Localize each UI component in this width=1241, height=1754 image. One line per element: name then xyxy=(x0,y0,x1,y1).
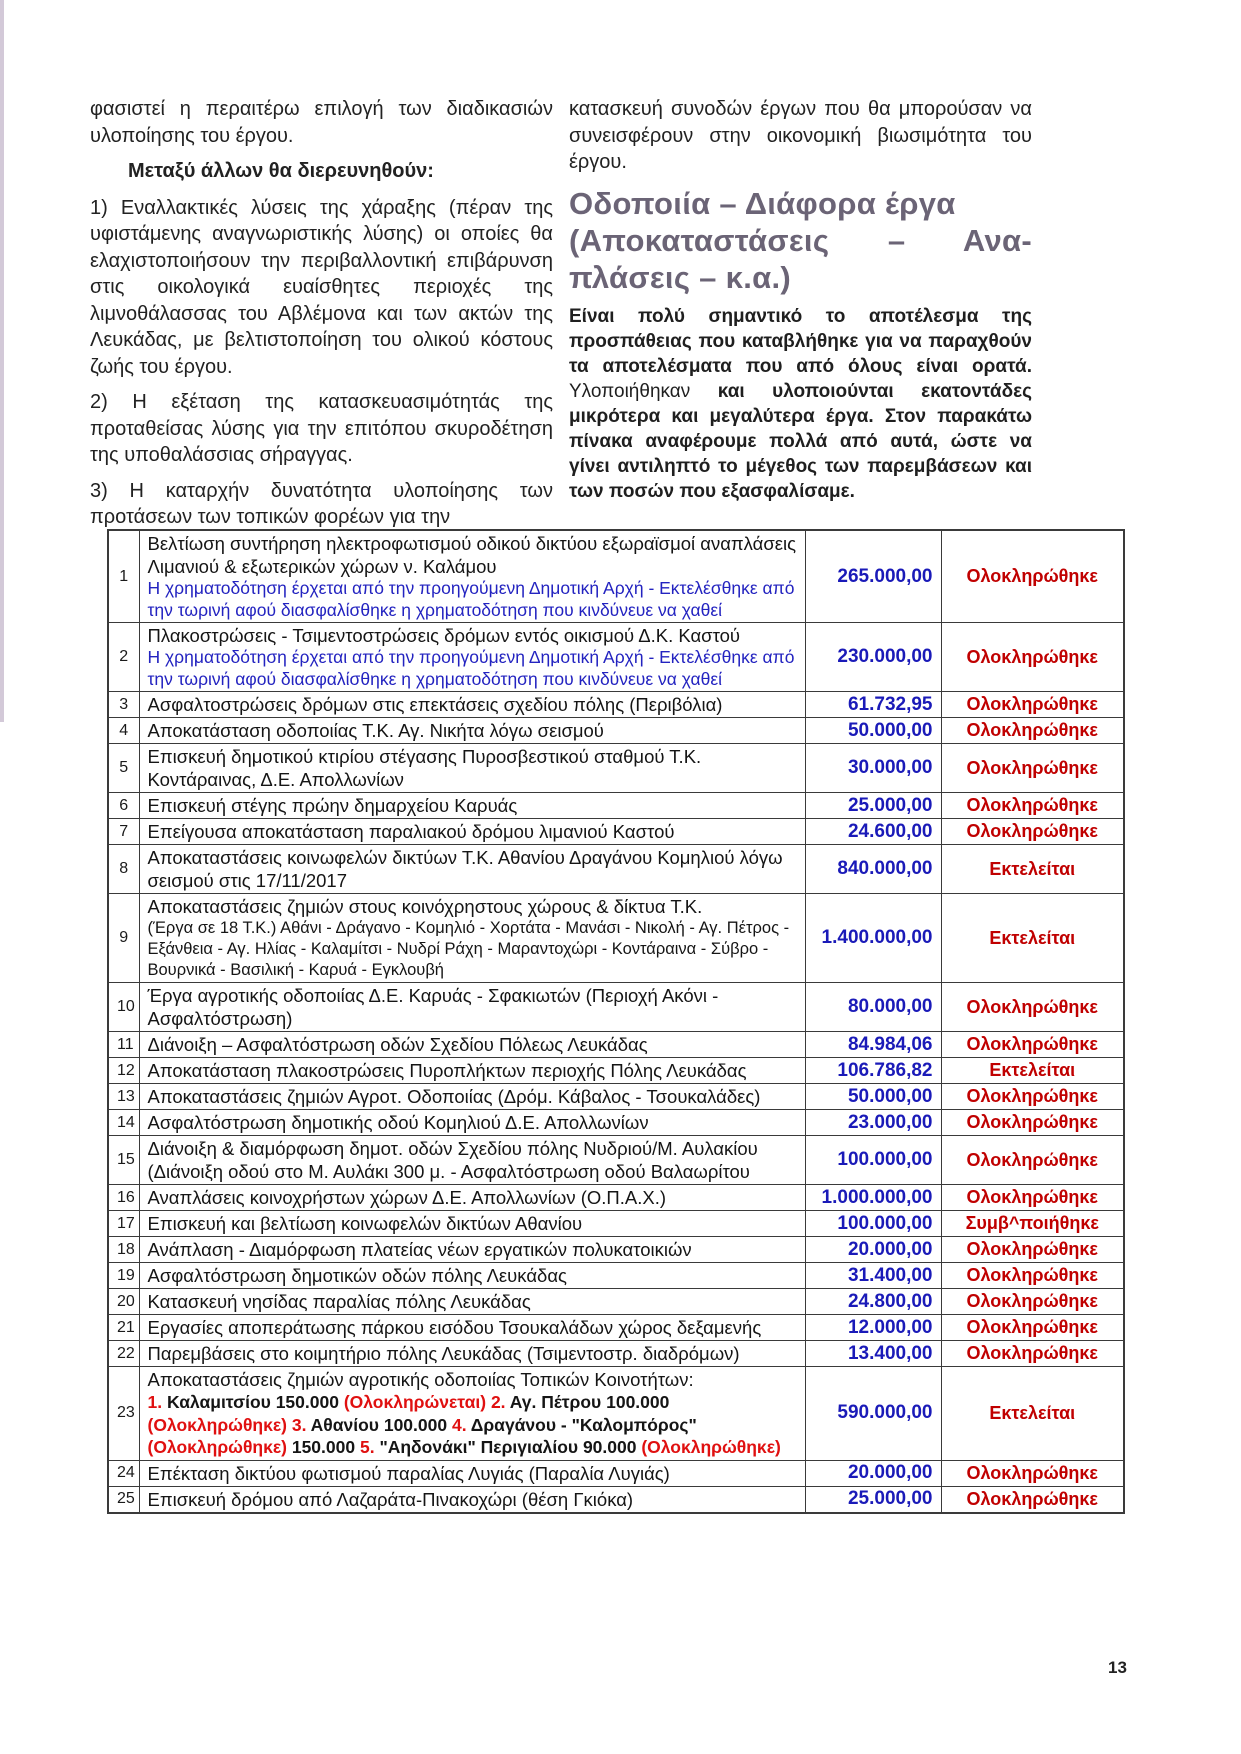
amount-cell: 230.000,00 xyxy=(805,623,941,692)
status-cell: Εκτελείται xyxy=(941,894,1124,983)
status-cell: Εκτελείται xyxy=(941,845,1124,894)
table-row xyxy=(108,894,1124,983)
description-line: Επείγουσα αποκατάσταση παραλιακού δρόμου λιμανιού Καστού xyxy=(147,821,675,842)
status-cell: Ολοκληρώθηκε xyxy=(941,1460,1124,1486)
project-description-cell xyxy=(139,1367,805,1461)
row-number-cell: 16 xyxy=(108,1185,139,1211)
description-line: Αναπλάσεις κοινοχρήστων χώρων Δ.Ε. Απολλωνίων (Ο.Π.Α.Χ.) xyxy=(147,1187,667,1208)
amount-cell: 1.400.000,00 xyxy=(805,894,941,983)
lead-paragraph xyxy=(569,304,1032,504)
amount-cell: 84.984,06 xyxy=(805,1032,941,1058)
table-row xyxy=(108,1110,1124,1136)
description-line: Αποκαταστάσεις ζημιών Αγροτ. Οδοποιίας (Δρόμ. Κάβαλος - Τσουκαλάδες) xyxy=(147,1086,761,1107)
row-number-cell: 22 xyxy=(108,1341,139,1367)
status-cell: Ολοκληρώθηκε xyxy=(941,983,1124,1032)
description-line-mixed xyxy=(148,1391,797,1459)
status-cell: Ολοκληρώθηκε xyxy=(941,1486,1124,1513)
table-row xyxy=(108,983,1124,1032)
row-number-cell: 8 xyxy=(108,845,139,894)
status-cell: Ολοκληρώθηκε xyxy=(941,530,1124,623)
description-segment: 2. xyxy=(490,1392,510,1412)
scan-edge-artifact xyxy=(0,0,4,722)
project-description-cell xyxy=(139,1032,805,1058)
project-description-cell xyxy=(139,744,805,793)
description-line: Αποκαταστάσεις ζημιών στους κοινόχρηστους χώρους & δίκτυα Τ.Κ. xyxy=(147,896,703,917)
description-segment: Αγ. Πέτρου 100.000 xyxy=(509,1392,670,1412)
description-line: Επισκευή δημοτικού κτιρίου στέγασης Πυροσβεστικού σταθμού Τ.Κ. Κοντάραινας, Δ.Ε. Απολλωνίων xyxy=(147,746,702,790)
description-line: Έργα αγροτικής οδοποιίας Δ.Ε. Καρυάς - Σφακιωτών (Περιοχή Ακόνι - Ασφαλτόστρωση) xyxy=(147,985,719,1029)
project-description-cell xyxy=(139,718,805,744)
status-cell: Ολοκληρώθηκε xyxy=(941,819,1124,845)
lead-segment: Υλοποιήθηκαν xyxy=(569,380,718,402)
lead-segment: και υλοποιούνται εκατοντάδες μικρότερα και μεγαλύτερα έργα. Στον παρακάτω πίνακα αναφέρουμε πολλά από αυτά, ώστε να γίνει αντιληπτό το μέγεθος των παρεμβάσεων και των ποσών που εξασφαλίσαμε. xyxy=(569,380,1032,502)
description-line: Κατασκευή νησίδας παραλίας πόλης Λευκάδας xyxy=(147,1291,531,1312)
description-segment: 150.000 xyxy=(291,1437,360,1457)
description-segment: 1. xyxy=(147,1392,167,1412)
section-heading xyxy=(569,185,1032,296)
description-segment: Δραγάνου - "Καλομπόρος" xyxy=(470,1414,697,1435)
table-row xyxy=(108,1315,1124,1341)
description-line: Επέκταση δικτύου φωτισμού παραλίας Λυγιάς (Παραλία Λυγιάς) xyxy=(147,1462,670,1484)
amount-cell: 20.000,00 xyxy=(805,1460,941,1486)
amount-cell: 50.000,00 xyxy=(805,718,941,744)
table-row xyxy=(108,1289,1124,1315)
row-number-cell: 6 xyxy=(108,793,139,819)
project-description-cell xyxy=(139,1486,805,1513)
amount-cell: 100.000,00 xyxy=(805,1136,941,1185)
description-segment: "Αηδονάκι" Περιγιαλίου 90.000 xyxy=(379,1437,642,1457)
status-cell: Ολοκληρώθηκε xyxy=(941,1289,1124,1315)
project-description-cell xyxy=(139,530,805,623)
table-row xyxy=(108,1486,1124,1513)
projects-table-wrap xyxy=(107,529,1123,1514)
amount-cell: 20.000,00 xyxy=(805,1237,941,1263)
project-description-cell xyxy=(139,819,805,845)
project-description-cell xyxy=(139,793,805,819)
description-line: Επισκευή στέγης πρώην δημαρχείου Καρυάς xyxy=(147,795,518,816)
description-line: Πλακοστρώσεις - Τσιμεντοστρώσεις δρόμων εντός οικισμού Δ.Κ. Καστού xyxy=(147,625,741,646)
page-number: 13 xyxy=(1108,1658,1127,1677)
amount-cell: 13.400,00 xyxy=(805,1341,941,1367)
status-cell: Ολοκληρώθηκε xyxy=(941,1237,1124,1263)
amount-cell: 80.000,00 xyxy=(805,983,941,1032)
row-number-cell: 11 xyxy=(108,1032,139,1058)
status-cell: Ολοκληρώθηκε xyxy=(941,744,1124,793)
amount-cell: 31.400,00 xyxy=(805,1263,941,1289)
row-number-cell: 23 xyxy=(108,1367,139,1461)
project-description-cell xyxy=(139,1211,805,1237)
table-row xyxy=(108,1058,1124,1084)
row-number-cell: 12 xyxy=(108,1058,139,1084)
description-segment: Καλαμιτσίου 150.000 xyxy=(166,1392,344,1412)
section-heading-line: (Αποκαταστάσεις – Ανα- xyxy=(569,222,1032,258)
description-line: Ασφαλτοστρώσεις δρόμων στις επεκτάσεις σχεδίου πόλης (Περιβόλια) xyxy=(147,694,723,715)
section-heading-line: Οδοποιία – Διάφορα έργα xyxy=(569,185,956,221)
description-segment: 5. xyxy=(359,1437,380,1457)
description-line: (Έργα σε 18 Τ.Κ.) Αθάνι - Δράγανο - Κομηλιό - Χορτάτα - Μανάσι - Νικολή - Αγ. Πέτρος - Εξάνθεια - Αγ. Ηλίας - Καλαμίτσι - Νυδρί Ράχη - Μαραντοχώρι - Κοντάραινα - Σύβρο - Βουρνικά - Βασιλική - Καρυά - Εγκλουβή xyxy=(147,919,790,979)
amount-cell: 50.000,00 xyxy=(805,1084,941,1110)
amount-cell: 265.000,00 xyxy=(805,530,941,623)
project-description-cell xyxy=(139,1341,805,1367)
status-cell: Ολοκληρώθηκε xyxy=(941,1315,1124,1341)
left-text-column xyxy=(90,96,553,540)
table-row xyxy=(108,718,1124,744)
amount-cell: 1.000.000,00 xyxy=(805,1185,941,1211)
table-row xyxy=(108,1367,1124,1461)
row-number-cell: 20 xyxy=(108,1289,139,1315)
description-segment: 4. xyxy=(451,1414,471,1435)
project-description-cell xyxy=(139,1058,805,1084)
body-paragraph: 2) Η εξέταση της κατασκευασιμότητάς της προταθείσας λύσης για την επιτόπου σκυροδέτηση της υποθαλάσσιας σήραγγας. xyxy=(90,391,553,466)
table-row xyxy=(108,530,1124,623)
amount-cell: 25.000,00 xyxy=(805,1486,941,1513)
amount-cell: 25.000,00 xyxy=(805,793,941,819)
project-description-cell xyxy=(139,845,805,894)
body-paragraph: κατασκευή συνοδών έργων που θα μπορούσαν να συνεισφέρουν στην οικονομική βιωσιμότητα του έργου. xyxy=(569,98,1032,173)
status-cell: Συμβ^ποιήθηκε xyxy=(941,1211,1124,1237)
two-column-text xyxy=(90,96,1032,540)
project-description-cell xyxy=(139,1110,805,1136)
description-line: Παρεμβάσεις στο κοιμητήριο πόλης Λευκάδας (Τσιμεντοστρ. διαδρόμων) xyxy=(147,1343,740,1364)
table-row xyxy=(108,692,1124,718)
description-line: Διάνοιξη & διαμόρφωση δημοτ. οδών Σχεδίου πόλης Νυδριού/Μ. Αυλακίου (Διάνοιξη οδού στο Μ. Αυλάκι 300 μ. - Ασφαλτόστρωση οδού Βαλαωρίτου xyxy=(147,1138,758,1182)
description-line: Επισκευή και βελτίωση κοινωφελών δικτύων Αθανίου xyxy=(147,1213,583,1234)
amount-cell: 590.000,00 xyxy=(805,1367,941,1461)
description-line: Ασφαλτόστρωση δημοτικών οδών πόλης Λευκάδας xyxy=(147,1265,567,1286)
funding-note-line: Η χρηματοδότηση έρχεται από την προηγούμενη Δημοτική Αρχή - Εκτελέσθηκε από την τωρινή αφού διασφαλίσθηκε η χρηματοδότηση που κινδύνευε να χαθεί xyxy=(147,578,795,620)
description-line: Διάνοιξη – Ασφαλτόστρωση οδών Σχεδίου Πόλεως Λευκάδας xyxy=(147,1034,648,1055)
status-cell: Ολοκληρώθηκε xyxy=(941,793,1124,819)
row-number-cell: 4 xyxy=(108,718,139,744)
description-segment: Αθανίου 100.000 xyxy=(310,1414,452,1435)
row-number-cell: 1 xyxy=(108,530,139,623)
description-segment: (Ολοκληρώθηκε) xyxy=(641,1437,781,1457)
project-description-cell xyxy=(139,1136,805,1185)
status-cell: Ολοκληρώθηκε xyxy=(941,623,1124,692)
row-number-cell: 17 xyxy=(108,1211,139,1237)
table-row xyxy=(108,1032,1124,1058)
amount-cell: 12.000,00 xyxy=(805,1315,941,1341)
row-number-cell: 24 xyxy=(108,1460,139,1486)
project-description-cell xyxy=(139,894,805,983)
status-cell: Ολοκληρώθηκε xyxy=(941,1110,1124,1136)
amount-cell: 24.600,00 xyxy=(805,819,941,845)
description-line: Εργασίες αποπεράτωσης πάρκου εισόδου Τσουκαλάδων χώρος δεξαμενής xyxy=(147,1317,762,1338)
table-row xyxy=(108,1341,1124,1367)
row-number-cell: 18 xyxy=(108,1237,139,1263)
description-line: Αποκατάσταση πλακοστρώσεις Πυροπλήκτων περιοχής Πόλης Λευκάδας xyxy=(147,1060,747,1081)
projects-table xyxy=(107,529,1125,1514)
funding-note-line: Η χρηματοδότηση έρχεται από την προηγούμενη Δημοτική Αρχή - Εκτελέσθηκε από την τωρινή αφού διασφαλίσθηκε η χρηματοδότηση που κινδύνευε να χαθεί xyxy=(147,647,795,689)
amount-cell: 106.786,82 xyxy=(805,1058,941,1084)
project-description-cell xyxy=(139,1084,805,1110)
amount-cell: 30.000,00 xyxy=(805,744,941,793)
row-number-cell: 21 xyxy=(108,1315,139,1341)
row-number-cell: 25 xyxy=(108,1486,139,1513)
row-number-cell: 2 xyxy=(108,623,139,692)
amount-cell: 100.000,00 xyxy=(805,1211,941,1237)
table-row xyxy=(108,1460,1124,1486)
status-cell: Εκτελείται xyxy=(941,1367,1124,1461)
body-paragraph: 1) Εναλλακτικές λύσεις της χάραξης (πέραν της υφιστάμενης αναγνωριστικής λύσης) οι οποίες θα ελαχιστοποιήσουν την περιβαλλοντική επιβάρυνση στις οικολογικά ευαίσθητες περιοχές της λιμνοθάλασσας του Αβλέμονα και των ακτών της Λευκάδας, με βελτιστοποίηση του ολικού κόστους ζωής του έργου. xyxy=(90,196,553,378)
status-cell: Ολοκληρώθηκε xyxy=(941,1341,1124,1367)
row-number-cell: 5 xyxy=(108,744,139,793)
description-line: Βελτίωση συντήρηση ηλεκτροφωτισμού οδικού δικτύου εξωραϊσμοί αναπλάσεις Λιμανιού & εξωτερικών χώρων ν. Καλάμου xyxy=(147,533,797,577)
description-line: Αποκαταστάσεις ζημιών αγροτικής οδοποιίας Τοπικών Κοινοτήτων: xyxy=(147,1369,694,1390)
row-number-cell: 13 xyxy=(108,1084,139,1110)
table-row xyxy=(108,1263,1124,1289)
amount-cell: 61.732,95 xyxy=(805,692,941,718)
table-row xyxy=(108,1237,1124,1263)
project-description-cell xyxy=(139,983,805,1032)
table-row xyxy=(108,623,1124,692)
status-cell: Ολοκληρώθηκε xyxy=(941,1263,1124,1289)
project-description-cell xyxy=(139,1315,805,1341)
status-cell: Ολοκληρώθηκε xyxy=(941,1136,1124,1185)
description-segment: (Ολοκληρώθηκε) xyxy=(147,1437,292,1457)
project-description-cell xyxy=(139,1460,805,1486)
row-number-cell: 19 xyxy=(108,1263,139,1289)
row-number-cell: 15 xyxy=(108,1136,139,1185)
status-cell: Ολοκληρώθηκε xyxy=(941,718,1124,744)
row-number-cell: 7 xyxy=(108,819,139,845)
description-segment: (Ολοκληρώθηκε) xyxy=(147,1414,292,1435)
table-row xyxy=(108,744,1124,793)
table-row xyxy=(108,819,1124,845)
right-text-column xyxy=(569,96,1032,540)
table-row xyxy=(108,1136,1124,1185)
status-cell: Ολοκληρώθηκε xyxy=(941,1032,1124,1058)
amount-cell: 23.000,00 xyxy=(805,1110,941,1136)
table-row xyxy=(108,1185,1124,1211)
description-line: Επισκευή δρόμου από Λαζαράτα-Πινακοχώρι (θέση Γκιόκα) xyxy=(147,1488,634,1510)
description-line: Ασφαλτόστρωση δημοτικής οδού Κομηλιού Δ.Ε. Απολλωνίων xyxy=(147,1112,649,1133)
section-heading-line: πλάσεις – κ.α.) xyxy=(569,259,792,295)
status-cell: Ολοκληρώθηκε xyxy=(941,1084,1124,1110)
project-description-cell xyxy=(139,1263,805,1289)
description-line: Ανάπλαση - Διαμόρφωση πλατείας νέων εργατικών πολυκατοικιών xyxy=(147,1239,692,1260)
amount-cell: 24.800,00 xyxy=(805,1289,941,1315)
row-number-cell: 10 xyxy=(108,983,139,1032)
row-number-cell: 14 xyxy=(108,1110,139,1136)
description-line: Αποκαταστάσεις κοινωφελών δικτύων Τ.Κ. Αθανίου Δραγάνου Κομηλιού λόγω σεισμού στις 17/11/2017 xyxy=(147,847,783,891)
lead-segment: Είναι πολύ σημαντικό το αποτέλεσμα της προσπάθειας που καταβλήθηκε για να παραχθούν τα αποτελέσματα που από όλους είναι ορατά. xyxy=(569,305,1032,377)
status-cell: Ολοκληρώθηκε xyxy=(941,692,1124,718)
description-line: Αποκατάσταση οδοποιίας Τ.Κ. Αγ. Νικήτα λόγω σεισμού xyxy=(147,720,604,741)
table-row xyxy=(108,1211,1124,1237)
project-description-cell xyxy=(139,1185,805,1211)
table-row xyxy=(108,793,1124,819)
status-cell: Ολοκληρώθηκε xyxy=(941,1185,1124,1211)
project-description-cell xyxy=(139,692,805,718)
project-description-cell xyxy=(139,1289,805,1315)
description-segment: (Ολοκληρώνεται) xyxy=(343,1392,491,1412)
row-number-cell: 9 xyxy=(108,894,139,983)
amount-cell: 840.000,00 xyxy=(805,845,941,894)
table-row xyxy=(108,1084,1124,1110)
project-description-cell xyxy=(139,1237,805,1263)
row-number-cell: 3 xyxy=(108,692,139,718)
section-subheading: Μεταξύ άλλων θα διερευνηθούν: xyxy=(128,160,434,182)
body-paragraph: φασιστεί η περαιτέρω επιλογή των διαδικασιών υλοποίησης του έργου. xyxy=(90,98,553,147)
project-description-cell xyxy=(139,623,805,692)
description-segment: 3. xyxy=(291,1414,311,1435)
body-paragraph: 3) Η καταρχήν δυνατότητα υλοποίησης των προτάσεων των τοπικών φορέων για την xyxy=(90,479,553,528)
status-cell: Εκτελείται xyxy=(941,1058,1124,1084)
table-row xyxy=(108,845,1124,894)
